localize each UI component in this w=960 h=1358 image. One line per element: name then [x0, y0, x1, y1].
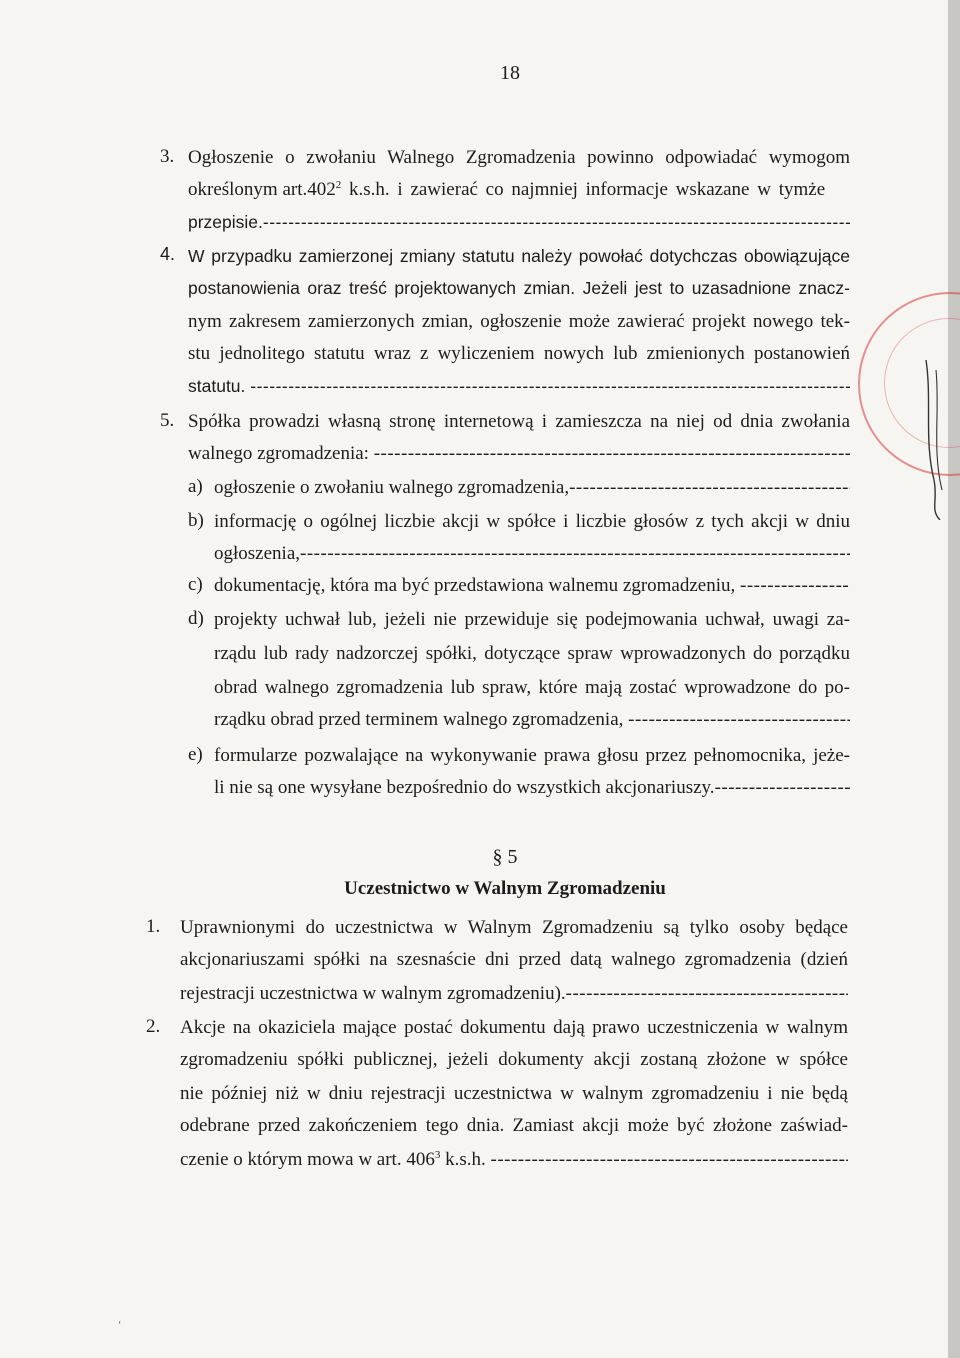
item-3-line-2b: k.s.h. i zawierać co najmniej informacje wskazane w tymże: [341, 179, 826, 200]
item-5d-label: d): [188, 608, 204, 629]
item-3-line-2: [188, 178, 850, 202]
filler-dashes: [628, 709, 850, 730]
page-number: 18: [500, 62, 520, 84]
item-5a-text-body: ogłoszenie o zwołaniu walnego zgromadzenia,: [214, 477, 570, 498]
s5-p2-line-3: nie później niż w dniu rejestracji uczestnictwa w walnym zgromadzeniu i nie będą: [180, 1083, 848, 1104]
item-4-line-2: postanowienia oraz treść projektowanych zmian. Jeżeli jest to uzasadnione znacz-: [188, 278, 850, 298]
item-4-line-5: [188, 374, 850, 398]
item-5-line-1: Spółka prowadzi własną stronę internetową i zamieszcza na niej od dnia zwołania: [188, 411, 850, 432]
item-5e-line-2: [214, 776, 850, 800]
filler-dashes: [250, 376, 850, 396]
item-5b-label: b): [188, 510, 204, 531]
item-4-line-4: stu jednolitego statutu wraz z wyliczeniem nowych lub zmienionych postanowień: [188, 343, 850, 364]
item-5a-text: [214, 476, 850, 500]
item-5b-line-2: [214, 542, 850, 566]
filler-dashes: [263, 212, 850, 232]
item-3-sup: 2: [335, 179, 342, 191]
s5-p2-sup: 3: [434, 1149, 441, 1161]
item-5-line-2: [188, 442, 850, 466]
s5-p2-line-5: [180, 1148, 848, 1172]
item-3-line-2a: określonym art.402: [188, 179, 336, 200]
item-5e-line-1: formularze pozwalające na wykonywanie prawa głosu przez pełnomocnika, jeże-: [214, 745, 850, 766]
s5-p2-number: 2.: [146, 1016, 161, 1037]
item-3-number: 3.: [160, 146, 175, 167]
s5-p2-line-4: odebrane przed zakończeniem tego dnia. Zamiast akcji może być złożone zaświad-: [180, 1115, 848, 1136]
s5-p1-line-2: akcjonariuszami spółki na szesnaście dni przed datą walnego zgromadzenia (dzień: [180, 949, 848, 970]
item-3-line-1: Ogłoszenie o zwołaniu Walnego Zgromadzenia powinno odpowiadać wymogom: [188, 147, 850, 168]
item-5e-line-2-text: li nie są one wysyłane bezpośrednio do wszystkich akcjonariuszy.: [214, 777, 715, 798]
item-5c-label: c): [188, 574, 203, 595]
item-5b-line-2-text: ogłoszenia,: [214, 543, 301, 564]
signature-stroke: [920, 360, 948, 520]
item-4-number: 4.: [160, 244, 176, 264]
item-4-line-5-text: statutu.: [188, 376, 246, 396]
item-5c-text-body: dokumentację, która ma być przedstawiona walnemu zgromadzeniu,: [214, 575, 736, 596]
item-5d-line-2: rządu lub rady nadzorczej spółki, dotyczące spraw wprowadzonych do porządku: [214, 643, 850, 664]
item-5a-label: a): [188, 476, 203, 497]
s5-p2-line-5a: czenie o którym mowa w art. 406: [180, 1149, 435, 1170]
s5-p1-line-3-text: rejestracji uczestnictwa w walnym zgromadzeniu).: [180, 983, 566, 1004]
filler-dashes: [300, 543, 850, 564]
filler-dashes: [491, 1149, 849, 1170]
filler-dashes: [715, 777, 850, 798]
s5-p1-line-3: [180, 982, 848, 1006]
s5-p2-line-1: Akcje na okaziciela mające postać dokumentu dają prawo uczestniczenia w walnym: [180, 1017, 848, 1038]
section-mark: § 5: [492, 846, 518, 868]
item-5-number: 5.: [160, 410, 175, 431]
item-3-line-3-text: przepisie.: [188, 212, 263, 232]
s5-p2-line-5b: k.s.h.: [440, 1149, 486, 1170]
item-5d-line-4: [214, 708, 850, 732]
filler-dashes: [374, 443, 850, 464]
item-4-line-3: nym zakresem zamierzonych zmian, ogłoszenie może zawierać projekt nowego tek-: [188, 311, 850, 332]
item-5d-line-3: obrad walnego zgromadzenia lub spraw, które mają zostać wprowadzone do po-: [214, 677, 850, 698]
s5-p1-number: 1.: [146, 916, 161, 937]
item-4-line-1: W przypadku zamierzonej zmiany statutu należy powołać dotychczas obowiązujące: [188, 246, 850, 266]
section-title: Uczestnictwo w Walnym Zgromadzeniu: [344, 878, 666, 899]
margin-mark: ‘: [118, 1320, 122, 1331]
item-5d-line-1: projekty uchwał lub, jeżeli nie przewiduje się podejmowania uchwał, uwagi za-: [214, 609, 850, 630]
filler-dashes: [569, 477, 850, 498]
item-5c-text: [214, 574, 850, 598]
page-edge: [948, 0, 960, 1358]
item-5e-label: e): [188, 744, 203, 765]
item-5b-line-1: informację o ogólnej liczbie akcji w spółce i liczbie głosów z tych akcji w dniu: [214, 511, 850, 532]
filler-dashes: [740, 575, 850, 596]
filler-dashes: [566, 983, 848, 1004]
s5-p1-line-1: Uprawnionymi do uczestnictwa w Walnym Zgromadzeniu są tylko osoby będące: [180, 917, 848, 938]
item-3-line-3: [188, 210, 850, 234]
item-5-line-2-text: walnego zgromadzenia:: [188, 443, 369, 464]
item-5d-line-4-text: rządku obrad przed terminem walnego zgromadzenia,: [214, 709, 624, 730]
s5-p2-line-2: zgromadzeniu spółki publicznej, jeżeli dokumenty akcji zostaną złożone w spółce: [180, 1049, 848, 1070]
